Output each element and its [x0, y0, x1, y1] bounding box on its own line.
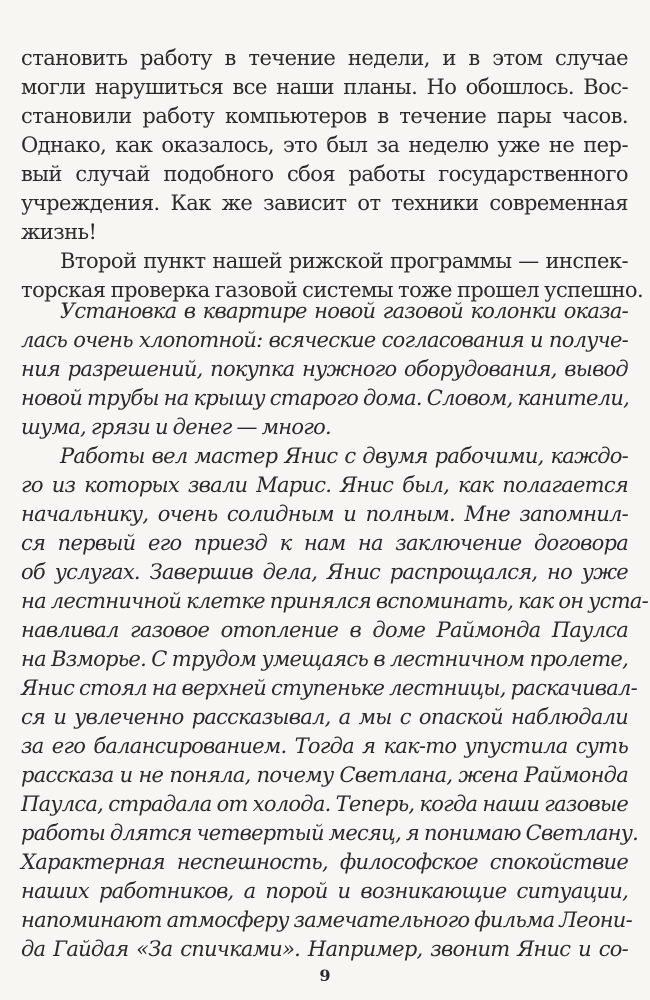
text-line: на Взморье. С трудом умещаясь в лестничном пролете, [21, 647, 628, 671]
page-number: 9 [319, 966, 331, 985]
text-line: новой трубы на крышу старого дома. Словом, канители, [21, 386, 630, 410]
text-line: Однако, как оказалось, это был за неделю уже не пер- [21, 133, 628, 157]
text-line: ся и увлеченно рассказывал, а мы с опаской наблюдали [21, 705, 628, 729]
text-line: Установка в квартире новой газовой колонки оказа- [60, 299, 628, 323]
text-line: навливал газовое отопление в доме Раймонда Паулса [21, 618, 628, 642]
text-line: ся первый его приезд к нам на заключение договора [21, 531, 628, 555]
text-line: об услугах. Завершив дела, Янис распрощался, но уже [21, 560, 628, 584]
text-line: напоминают атмосферу замечательного фильма Леони- [21, 908, 632, 932]
text-line: работы длятся четвертый месяц, я понимаю Светлану. [21, 821, 639, 845]
text-line: могли нарушиться все наши планы. Но обошлось. Вос- [21, 75, 628, 99]
text-line: учреждения. Как же зависит от техники современная [21, 191, 628, 215]
text-line: Работы вел мастер Янис с двумя рабочими, каждо- [60, 444, 628, 468]
text-line: го из которых звали Марис. Янис был, как полагается [21, 473, 628, 497]
text-line: Второй пункт нашей рижской программы — инспек- [60, 249, 628, 273]
text-line: жизнь! [21, 220, 97, 244]
text-line: шума, грязи и денег — много. [21, 415, 331, 439]
text-line: рассказа и не поняла, почему Светлана, жена Раймонда [21, 763, 628, 787]
text-line: Характерная неспешность, философское спокойствие [21, 850, 628, 874]
text-line: наших работников, а порой и возникающие ситуации, [21, 879, 628, 903]
text-line: начальнику, очень солидным и полным. Мне запомнил- [21, 502, 628, 526]
text-line: за его балансированием. Тогда я как-то упустила суть [21, 734, 628, 758]
text-line: Янис стоял на верхней ступеньке лестницы, раскачивал- [21, 676, 637, 700]
text-line: на лестничной клетке принялся вспоминать, как он уста- [21, 589, 648, 613]
text-line: вый случай подобного сбоя работы государственного [21, 162, 628, 186]
text-line: да Гайдая «За спичками». Например, звонит Янис и со- [21, 937, 628, 961]
text-line: лась очень хлопотной: всяческие согласования и получе- [21, 328, 628, 352]
text-line: Паулса, страдала от холода. Теперь, когда наши газовые [21, 792, 628, 816]
text-line: становили работу компьютеров в течение пары часов. [21, 104, 628, 128]
text-line: ния разрешений, покупка нужного оборудования, вывод [21, 357, 628, 381]
text-line: торская проверка газовой системы тоже прошел успешно. [21, 278, 644, 302]
text-line: становить работу в течение недели, и в этом случае [21, 46, 628, 70]
